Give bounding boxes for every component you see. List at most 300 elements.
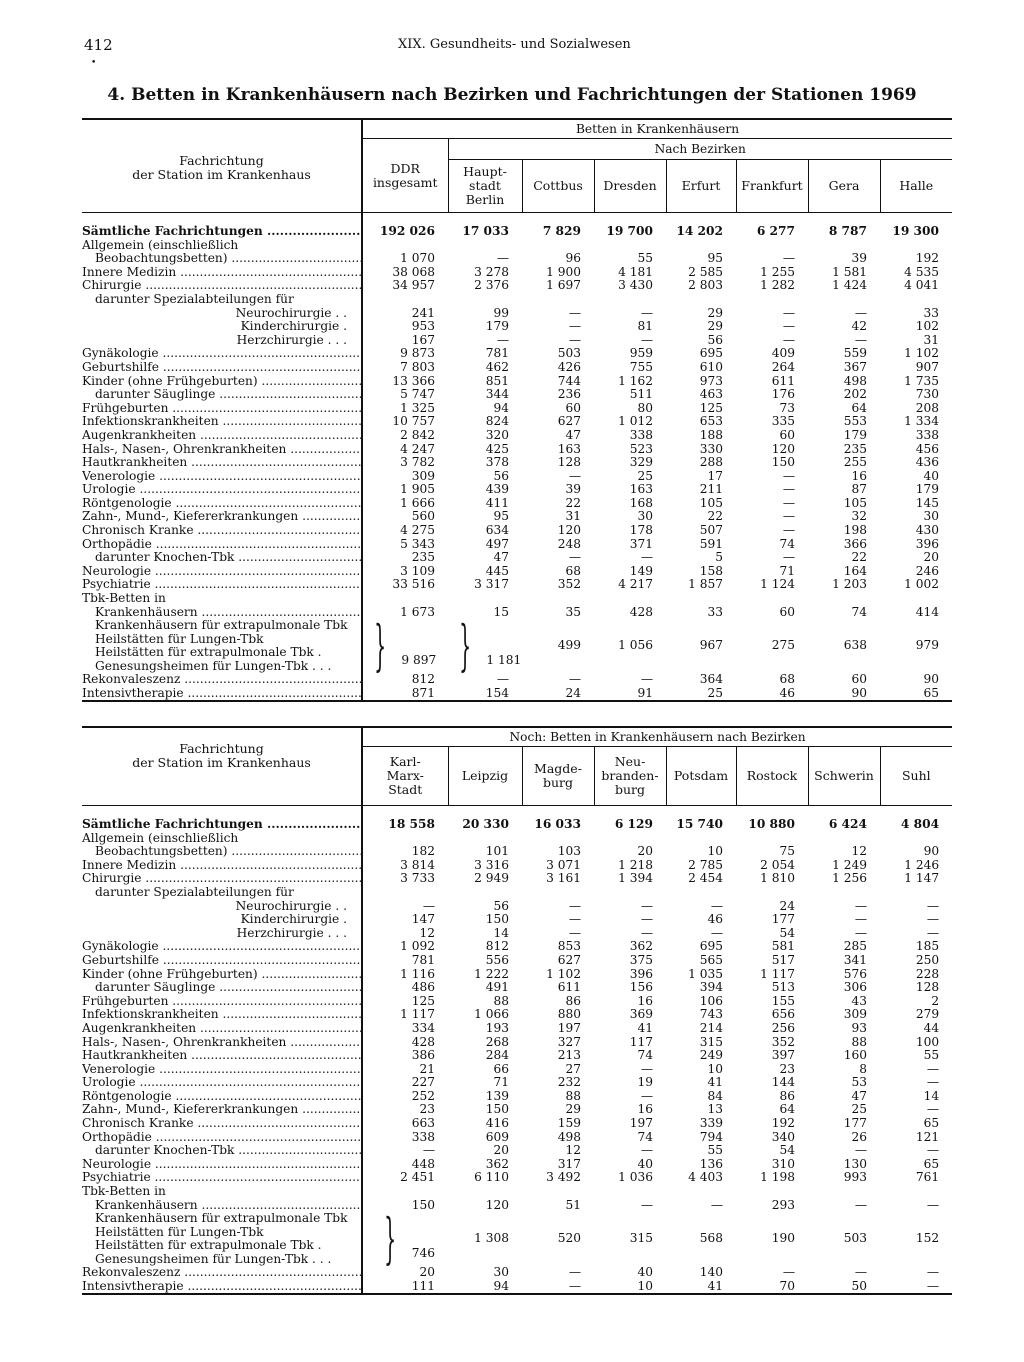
table-cell: 159 [557, 1116, 581, 1131]
row-label-text: Augenkrankheiten [82, 428, 197, 442]
table-cell: 158 [699, 563, 723, 578]
dot-leader [228, 845, 362, 858]
row-label [82, 968, 362, 982]
row-label [82, 456, 362, 470]
dot-leader [198, 606, 362, 619]
row-label-text: Beobachtungsbetten) [95, 252, 228, 266]
table-row [82, 1036, 952, 1050]
table-cell: 68 [565, 563, 581, 578]
table-cell: 371 [629, 536, 653, 551]
table-cell: — [568, 319, 581, 334]
table-cell: 781 [362, 954, 448, 968]
stray-mark: • [91, 58, 97, 68]
table-cell: 486 [362, 981, 448, 995]
row-label [82, 1144, 362, 1158]
column-header: Dresden [594, 160, 666, 213]
row-label [82, 592, 362, 606]
table-cell [808, 239, 880, 253]
row-label-text: Venerologie [82, 1062, 156, 1076]
table-cell [362, 1207, 448, 1271]
table-cell: 29 [707, 319, 723, 334]
table-cell: 50 [808, 1280, 880, 1295]
table-cell: 761 [915, 1170, 940, 1185]
table-row [82, 239, 952, 253]
table-cell: 1 735 [904, 373, 939, 388]
table-cell: 16 [851, 468, 867, 483]
table-cell: 338 [915, 427, 939, 442]
table-cell: 21 [362, 1063, 448, 1077]
table-cell [362, 1185, 448, 1199]
row-label [82, 402, 362, 416]
table-cell: 445 [485, 563, 509, 578]
table-cell: 695 [699, 346, 723, 361]
table-cell: — [926, 1075, 940, 1090]
table-cell [594, 592, 666, 606]
row-label: Neurochirurgie . . [235, 306, 347, 320]
table-cell: 22 [851, 550, 867, 565]
row-label-text: darunter Spezialabteilungen für [95, 292, 294, 306]
table-cell: — [640, 912, 653, 927]
table-cell: 192 [771, 1116, 795, 1131]
row-label-line: Krankenhäusern für extrapulmonale Tbk [95, 619, 348, 633]
table-cell: 192 026 [362, 213, 448, 239]
table-cell: 193 [485, 1020, 509, 1035]
table-row [82, 320, 952, 334]
table-cell: 279 [915, 1007, 940, 1022]
table-cell: 23 [779, 1061, 795, 1076]
table-cell [522, 1185, 594, 1199]
table-row [82, 886, 952, 900]
table-cell: 523 [629, 441, 653, 456]
row-label [82, 213, 362, 239]
table-cell: 90 [923, 672, 939, 687]
table-cell: 824 [485, 414, 509, 429]
table-row [82, 443, 952, 457]
row-label-text: Herzchirurgie [236, 926, 324, 940]
table-cell: 55 [707, 1143, 723, 1158]
table-cell: 155 [771, 993, 795, 1008]
table-cell: 60 [779, 604, 795, 619]
table-cell: — [782, 1265, 795, 1280]
table-cell: — [782, 495, 795, 510]
table-cell: 101 [485, 844, 509, 859]
table-cell: — [640, 305, 653, 320]
dot-leader [142, 872, 363, 885]
table-cell: 188 [699, 427, 723, 442]
table-cell: 255 [843, 455, 867, 470]
table-cell: 1 857 [688, 577, 723, 592]
table-cell: 329 [629, 455, 653, 470]
table-row [82, 578, 952, 592]
column-header: Suhl [880, 747, 952, 806]
table-cell: 16 [637, 993, 653, 1008]
table-cell: 164 [843, 563, 867, 578]
table-cell: 553 [843, 414, 867, 429]
table-row [82, 429, 952, 443]
row-label-text: Intensivtherapie [82, 686, 184, 700]
table-cell [736, 592, 808, 606]
table-cell: 55 [637, 251, 653, 266]
table-cell: 907 [915, 359, 939, 374]
table-cell: 627 [557, 952, 581, 967]
row-label-text: Allgemein (einschließlich [82, 831, 239, 845]
table-cell: 202 [843, 387, 867, 402]
table-block-2 [82, 726, 952, 1295]
table-cell: — [854, 1197, 867, 1212]
table-cell: 812 [485, 939, 509, 954]
table-cell: 2 585 [688, 264, 723, 279]
table-cell [808, 1185, 880, 1199]
table-cell: 71 [779, 563, 795, 578]
row-label [82, 266, 362, 280]
table-cell: 56 [493, 898, 509, 913]
dot-leader [258, 375, 362, 388]
table-cell: 416 [485, 1116, 509, 1131]
dot-leader [286, 1036, 362, 1049]
table-cell: — [926, 1061, 940, 1076]
dot-leader [263, 817, 362, 831]
table-cell: 1 162 [618, 373, 653, 388]
table-cell: — [782, 509, 795, 524]
dot-leader [187, 456, 362, 469]
table-cell: 235 [362, 551, 448, 565]
table-cell: 436 [915, 455, 939, 470]
table-cell: 256 [771, 1020, 795, 1035]
table-cell: 456 [915, 441, 939, 456]
table-cell: 4 275 [362, 524, 448, 538]
table-cell: 64 [779, 1102, 795, 1117]
table-cell: — [522, 1280, 594, 1295]
table-cell [362, 592, 448, 606]
table-cell: 591 [699, 536, 723, 551]
table-row [82, 483, 952, 497]
table-row [82, 1171, 952, 1185]
table-cell: 46 [707, 912, 723, 927]
table-cell: 84 [707, 1088, 723, 1103]
table-cell: 13 366 [362, 375, 448, 389]
dot-leader [152, 538, 362, 551]
table-row [82, 415, 952, 429]
table-cell: 3 278 [474, 264, 509, 279]
table-cell: 19 700 [606, 224, 653, 238]
table-cell: 264 [771, 359, 795, 374]
table-row [82, 913, 952, 927]
dot-leader [298, 510, 362, 523]
table-row [82, 252, 952, 266]
table-cell: 7 829 [542, 224, 581, 238]
table-cell: 743 [699, 1007, 723, 1022]
table-cell: 40 [637, 1156, 653, 1171]
table-cell: — [710, 925, 723, 940]
row-label-text: Chronisch Kranke [82, 1117, 194, 1131]
table-cell: 190 [771, 1231, 795, 1246]
table-cell: 364 [699, 672, 723, 687]
table-row [82, 538, 952, 552]
table-cell [594, 886, 666, 900]
table-cell: — [926, 925, 940, 940]
column-header: Halle [880, 160, 952, 213]
row-label [82, 1103, 362, 1117]
table-cell: 503 [843, 1231, 867, 1246]
table-cell: 781 [485, 346, 509, 361]
table-cell: 1 810 [760, 871, 795, 886]
table-row [82, 551, 952, 565]
table-cell: 6 129 [614, 817, 653, 831]
table-cell [666, 239, 736, 253]
table-cell: 125 [699, 400, 723, 415]
row-label [82, 845, 362, 859]
dot-leader [159, 954, 362, 967]
table-cell: — [782, 332, 795, 347]
table-cell: 2 803 [688, 278, 723, 293]
row-label [82, 619, 362, 673]
row-label-text: Kinderchirurgie [240, 320, 340, 334]
row-label [82, 806, 362, 832]
row-label [82, 347, 362, 361]
table-cell: 1 218 [618, 857, 653, 872]
table-cell: 327 [557, 1034, 581, 1049]
table-cell [666, 293, 736, 307]
dot-leader [184, 1280, 362, 1293]
table-cell: — [782, 468, 795, 483]
table-cell: 88 [851, 1034, 867, 1049]
table-cell: 1 325 [362, 402, 448, 416]
table-cell: 60 [565, 400, 581, 415]
table-cell: 520 [557, 1231, 581, 1246]
dot-leader [198, 1199, 362, 1212]
row-label-text: Geburtshilfe [82, 953, 159, 967]
table-cell: 967 [699, 638, 723, 653]
table-cell: 1 102 [546, 966, 581, 981]
row-label-text: Venerologie [82, 469, 156, 483]
table-cell: 338 [362, 1131, 448, 1145]
table-cell: 2 785 [688, 857, 723, 872]
table-row [82, 954, 952, 968]
table-cell: 513 [771, 980, 795, 995]
table-cell: 10 [707, 844, 723, 859]
row-label: Neurochirurgie . . [235, 899, 347, 913]
table-cell: 249 [699, 1048, 723, 1063]
table-cell: 1 117 [760, 966, 795, 981]
table-cell: 4 535 [904, 264, 939, 279]
table-cell: 232 [557, 1075, 581, 1090]
table-cell: 463 [699, 387, 723, 402]
table-cell: 1 246 [904, 857, 940, 872]
table-cell: 252 [362, 1090, 448, 1104]
table-cell: 1 249 [832, 857, 867, 872]
table-cell: 29 [565, 1102, 581, 1117]
table-cell: — [362, 900, 448, 914]
table-cell [522, 293, 594, 307]
table-cell: 176 [771, 387, 795, 402]
row-label-text: Allgemein (einschließlich [82, 238, 239, 252]
table-cell: 2 451 [362, 1171, 448, 1185]
row-label [82, 832, 362, 846]
table-cell: 17 [707, 468, 723, 483]
table-cell [594, 293, 666, 307]
row-label [82, 1090, 362, 1104]
dot-leader [228, 252, 362, 265]
table-cell: 20 330 [462, 817, 509, 831]
table-row [82, 619, 952, 673]
table-row [82, 347, 952, 361]
row-label-text: Rekonvaleszenz [82, 673, 181, 687]
table-cell: 4 403 [688, 1170, 723, 1185]
table-cell: 378 [485, 455, 509, 470]
table-cell: 152 [915, 1231, 940, 1246]
table-cell: 430 [915, 523, 939, 538]
row-label-text: Innere Medizin [82, 858, 177, 872]
table-cell [522, 239, 594, 253]
table-cell: 121 [915, 1129, 940, 1144]
table-cell: 315 [699, 1034, 723, 1049]
table-cell [808, 832, 880, 846]
table-cell: 198 [843, 523, 867, 538]
table-cell: 24 [522, 687, 594, 702]
table-cell: 39 [565, 482, 581, 497]
table-cell: — [854, 912, 867, 927]
row-label-text: Geburtshilfe [82, 360, 159, 374]
table-cell: 2 054 [760, 857, 795, 872]
table-cell: 1 056 [618, 638, 653, 653]
table-cell: 581 [771, 939, 795, 954]
stub-header-line: Fachrichtung [179, 741, 264, 756]
table-cell: 144 [771, 1075, 795, 1090]
table-cell [522, 886, 594, 900]
table-cell: 559 [843, 346, 867, 361]
table-cell: 117 [629, 1034, 653, 1049]
table-cell: 334 [362, 1022, 448, 1036]
dot-leader [196, 429, 362, 442]
dot-leader [159, 361, 362, 374]
row-label [82, 687, 362, 702]
row-label-text: Gynäkologie [82, 940, 159, 954]
table-cell: — [782, 319, 795, 334]
table-cell: 185 [915, 939, 940, 954]
row-label-text: Neurochirurgie [235, 306, 332, 320]
table-cell: 236 [557, 387, 581, 402]
row-label-text: Kinderchirurgie [240, 913, 340, 927]
table-cell: 29 [707, 305, 723, 320]
column-header: Neu- branden- burg [594, 747, 666, 806]
table-cell: 25 [851, 1102, 867, 1117]
table-cell: — [568, 925, 581, 940]
table-cell: 1 424 [832, 278, 867, 293]
table-cell [362, 832, 448, 846]
table-cell: 425 [485, 441, 509, 456]
table-cell: 979 [915, 638, 939, 653]
table-cell [880, 293, 952, 307]
table-cell: 3 814 [362, 859, 448, 873]
table-cell: — [782, 523, 795, 538]
row-label-text: Chronisch Kranke [82, 524, 194, 538]
table-cell: 565 [699, 952, 723, 967]
row-label [82, 483, 362, 497]
table-cell: 128 [915, 980, 940, 995]
table-cell: 179 [915, 482, 939, 497]
table-cell: 47 [565, 427, 581, 442]
table-cell: — [362, 1144, 448, 1158]
table-row [82, 456, 952, 470]
table-cell: 168 [629, 495, 653, 510]
table-row [82, 832, 952, 846]
table-cell [448, 592, 522, 606]
brace-icon: } [374, 614, 387, 678]
table-cell: 973 [699, 373, 723, 388]
column-header: Karl- Marx- Stadt [362, 747, 448, 806]
table-cell [362, 239, 448, 253]
table-cell: 179 [843, 427, 867, 442]
table-cell: 375 [629, 952, 653, 967]
row-label-line: Heilstätten für Lungen-Tbk [95, 1224, 264, 1239]
table-row [82, 687, 952, 702]
table-row [82, 673, 952, 687]
row-label [82, 1199, 362, 1213]
table-row [82, 293, 952, 307]
table-cell: — [568, 1265, 581, 1280]
table-cell: 64 [851, 400, 867, 415]
row-label [82, 279, 362, 293]
table-row [82, 524, 952, 538]
table-cell: 285 [843, 939, 867, 954]
row-label-text: Gynäkologie [82, 347, 159, 361]
table-cell: 41 [637, 1020, 653, 1035]
table-cell: 20 [923, 550, 939, 565]
table-cell: 1 124 [760, 577, 795, 592]
table-cell [880, 239, 952, 253]
table-cell: 111 [362, 1280, 448, 1295]
table-cell: 610 [699, 359, 723, 374]
table-cell: 656 [771, 1007, 795, 1022]
table-cell: 498 [557, 1129, 581, 1144]
column-header: Leipzig [448, 747, 522, 806]
table-cell: 2 376 [474, 278, 509, 293]
table-cell: 414 [915, 604, 939, 619]
table-cell: 178 [629, 523, 653, 538]
table-cell: 139 [485, 1088, 509, 1103]
table-cell [594, 832, 666, 846]
row-label-text: Sämtliche Fachrichtungen [82, 224, 263, 238]
table-cell: 42 [851, 319, 867, 334]
row-label: Kinderchirurgie . [240, 320, 347, 334]
row-label-text: darunter Spezialabteilungen für [95, 885, 294, 899]
table-cell: — [926, 1102, 940, 1117]
table-cell: 160 [843, 1048, 867, 1063]
row-label [82, 443, 362, 457]
row-label [82, 673, 362, 687]
table-cell: 556 [485, 952, 509, 967]
table-row [82, 806, 952, 832]
table-cell: 80 [637, 400, 653, 415]
table-cell: 10 880 [748, 817, 795, 831]
table-cell: 1 147 [904, 871, 940, 886]
row-label-line: Genesungsheimen für Lungen-Tbk . . . [95, 1251, 332, 1266]
table-cell: 367 [843, 359, 867, 374]
table-cell [736, 886, 808, 900]
table-cell: 568 [699, 1231, 723, 1246]
table-cell: 491 [485, 980, 509, 995]
table-cell: 2 842 [362, 429, 448, 443]
table-row [82, 1131, 952, 1145]
row-label-text: Frühgeburten [82, 401, 169, 415]
table-cell: 288 [699, 455, 723, 470]
table-cell: 27 [565, 1061, 581, 1076]
table-cell: 853 [557, 939, 581, 954]
dot-leader [151, 1158, 362, 1171]
row-label-text: Kinder (ohne Frühgeburten) [82, 374, 258, 388]
table-cell: 246 [915, 563, 939, 578]
dot-leader [234, 551, 362, 564]
